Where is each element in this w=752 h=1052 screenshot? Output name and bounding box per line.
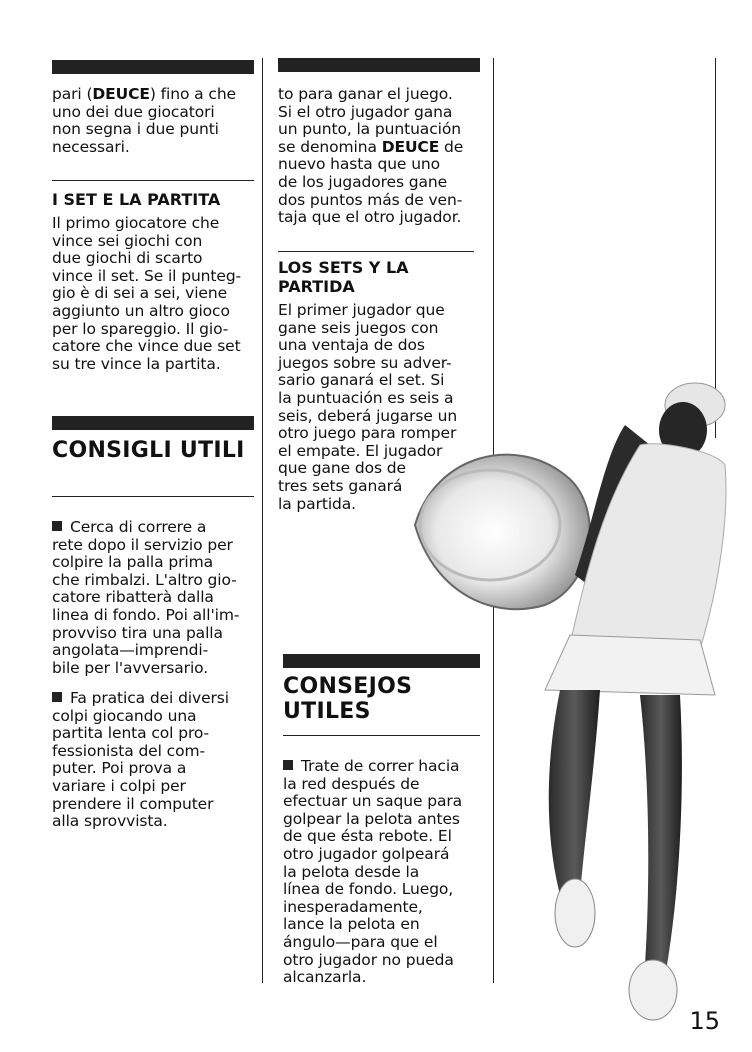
- intro-line: nuevo hasta que uno: [278, 155, 441, 174]
- italian-tip-2: [52, 690, 262, 831]
- intro-line: uno dei due giocatori: [52, 102, 215, 121]
- column-divider-left: [262, 58, 263, 983]
- intro-line: se denomina: [278, 137, 382, 156]
- tip-line: bile per l'avversario.: [52, 658, 209, 677]
- tip-line: Fa pratica dei diversi: [70, 689, 229, 707]
- intro-line: un punto, la puntuación: [278, 120, 461, 139]
- bullet-square-icon: [283, 760, 293, 770]
- set-line: gio è di sei a sei, viene: [52, 284, 228, 303]
- intro-line: taja que el otro jugador.: [278, 208, 462, 227]
- italian-tips-bar: [52, 416, 254, 430]
- set-line: vince sei giochi con: [52, 231, 203, 250]
- spanish-tip-1: [283, 758, 493, 987]
- tip-line: lance la pelota en: [283, 915, 420, 934]
- tip-line: ángulo—para que el: [283, 932, 438, 951]
- tip-line: colpi giocando una: [52, 706, 197, 725]
- bullet-square-icon: [52, 692, 62, 702]
- page-number: 15: [689, 1007, 720, 1035]
- italian-tips-rule: [52, 496, 254, 497]
- heading-line: CONSEJOS: [283, 674, 413, 699]
- tip-line: golpear la pelota antes: [283, 809, 460, 828]
- set-line: per lo spareggio. Il gio-: [52, 319, 229, 338]
- italian-set-rule: [52, 180, 254, 181]
- tip-line: de que ésta rebote. El: [283, 827, 452, 846]
- tip-line: otro jugador no pueda: [283, 950, 454, 969]
- tip-line: che rimbalzi. L'altro gio-: [52, 570, 237, 589]
- italian-set-heading: I SET E LA PARTITA: [52, 190, 221, 209]
- racket-icon: [415, 455, 590, 610]
- tip-line: Trate de correr hacia: [301, 757, 460, 775]
- intro-line: to para ganar el juego.: [278, 85, 453, 103]
- set-line: una ventaja de dos: [278, 336, 425, 355]
- tip-line: provviso tira una palla: [52, 623, 223, 642]
- intro-line: non segna i due punti: [52, 120, 219, 139]
- set-line: Il primo giocatore che: [52, 214, 220, 232]
- tip-line: la pelota desde la: [283, 862, 420, 881]
- set-line: que gane dos de: [278, 459, 406, 478]
- heading-line: UTILES: [283, 699, 371, 724]
- set-line: seis, deberá jugarse un: [278, 406, 458, 425]
- tip-line: angolata—imprendi-: [52, 641, 209, 660]
- set-line: catore che vince due set: [52, 337, 241, 356]
- set-line: El primer jugador que: [278, 301, 445, 319]
- tip-line: rete dopo il servizio per: [52, 535, 233, 554]
- tip-line: partita lenta col pro-: [52, 724, 210, 743]
- intro-line: necessari.: [52, 137, 130, 156]
- tip-line: puter. Poi prova a: [52, 759, 187, 778]
- set-line: gane seis juegos con: [278, 318, 439, 337]
- spanish-tips-rule: [283, 735, 480, 736]
- tip-line: efectuar un saque para: [283, 792, 463, 811]
- tip-line: otro jugador golpeará: [283, 844, 450, 863]
- tip-line: variare i colpi per: [52, 776, 186, 795]
- tip-line: colpire la palla prima: [52, 553, 213, 572]
- set-line: vince il set. Se il punteg-: [52, 266, 242, 285]
- intro-line: dos puntos más de ven-: [278, 190, 463, 209]
- intro-line: de: [439, 137, 464, 156]
- intro-line: Si el otro jugador gana: [278, 102, 453, 121]
- tip-line: alla sprovvista.: [52, 812, 168, 831]
- deuce-term: DEUCE: [92, 85, 150, 103]
- set-line: sario ganará el set. Si: [278, 371, 445, 390]
- set-line: aggiunto un altro gioco: [52, 301, 230, 320]
- heading-line: PARTIDA: [278, 277, 355, 296]
- tip-line: línea de fondo. Luego,: [283, 880, 454, 899]
- italian-top-bar: [52, 60, 254, 74]
- italian-tip-1: [52, 519, 262, 677]
- set-line: el empate. El jugador: [278, 441, 443, 460]
- bullet-square-icon: [52, 521, 62, 531]
- tip-line: la red después de: [283, 774, 420, 793]
- set-line: su tre vince la partita.: [52, 354, 221, 373]
- set-line: tres sets ganará: [278, 476, 403, 495]
- spanish-set-rule: [278, 251, 474, 252]
- tip-line: inesperadamente,: [283, 897, 423, 916]
- deuce-term: DEUCE: [381, 137, 440, 156]
- tip-line: catore ribatterà dalla: [52, 588, 214, 607]
- spanish-tips-bar: [283, 654, 480, 668]
- spanish-set-heading: [278, 258, 409, 296]
- intro-line: ) fino a che: [149, 85, 236, 103]
- set-line: la puntuación es seis a: [278, 388, 454, 407]
- italian-tips-heading: CONSIGLI UTILI: [52, 438, 245, 463]
- spanish-top-bar: [278, 58, 480, 72]
- set-line: la partida.: [278, 494, 356, 513]
- set-line: otro juego para romper: [278, 424, 457, 443]
- tip-line: fessionista del com-: [52, 741, 205, 760]
- tip-line: prendere il computer: [52, 794, 214, 813]
- italian-set-text: [52, 215, 257, 373]
- spanish-tips-heading: [283, 674, 412, 724]
- tip-line: alcanzarla.: [283, 968, 367, 987]
- tip-line: linea di fondo. Poi all'im-: [52, 605, 240, 624]
- intro-line: pari (: [52, 85, 93, 103]
- spanish-intro-text: [278, 86, 490, 227]
- set-line: juegos sobre su adver-: [278, 353, 452, 372]
- heading-line: LOS SETS Y LA: [278, 258, 409, 277]
- set-line: due giochi di scarto: [52, 249, 203, 268]
- intro-line: de los jugadores gane: [278, 172, 448, 191]
- italian-intro-text: [52, 86, 257, 156]
- tip-line: Cerca di correre a: [70, 518, 207, 536]
